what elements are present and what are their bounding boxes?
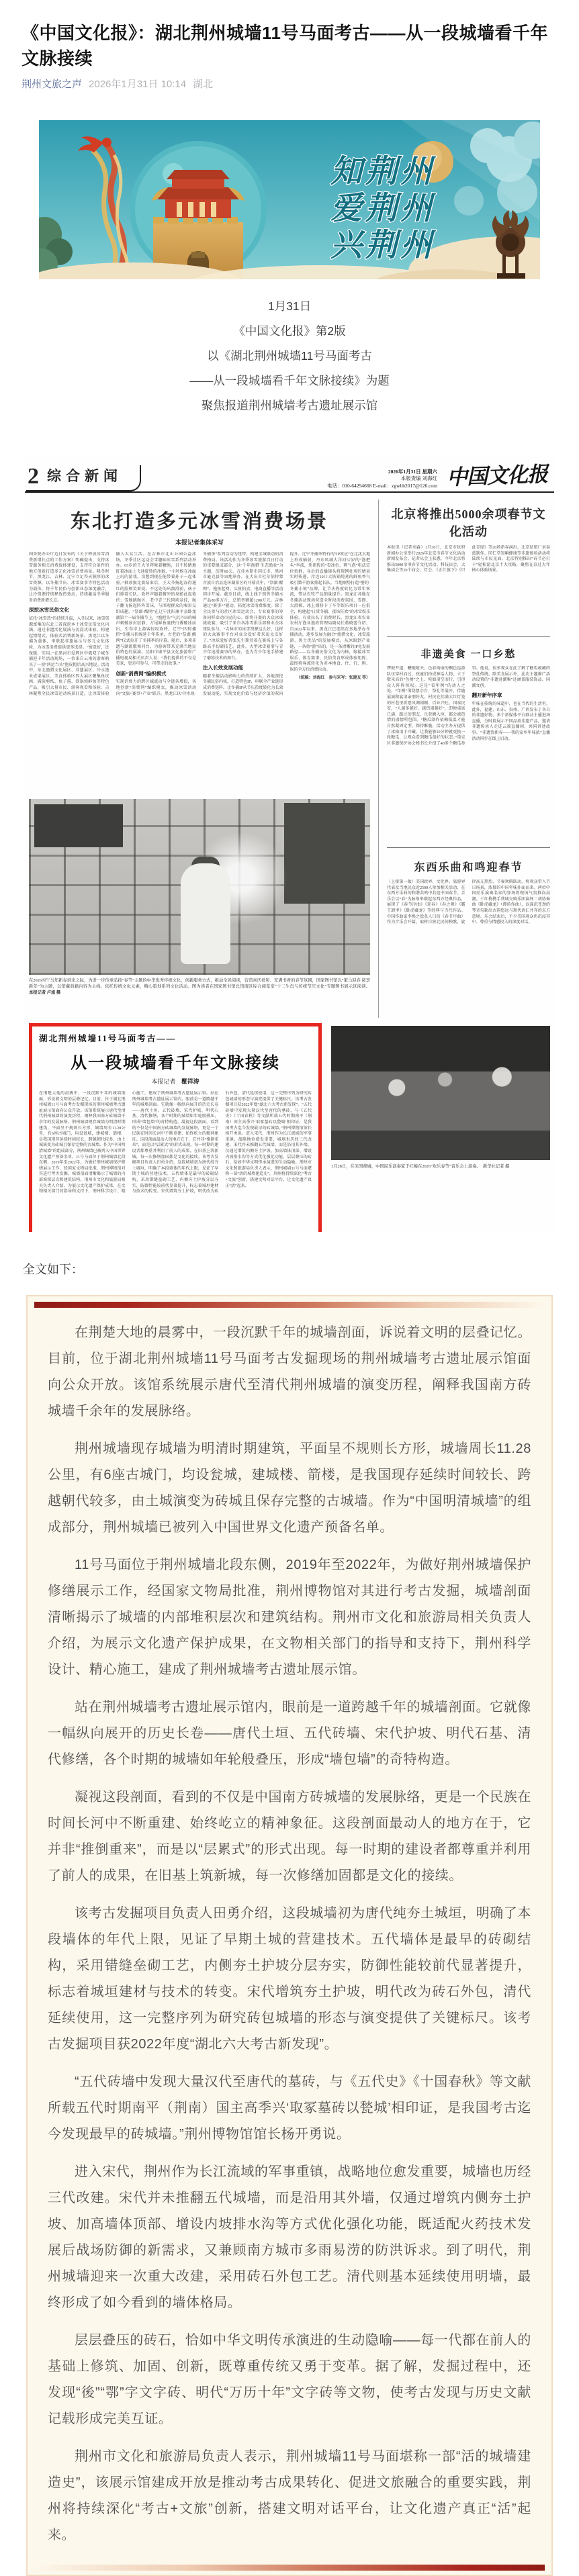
lead-headline: 东北打造多元冰雪消费场景 xyxy=(70,511,328,532)
lead-text: 国务院办公厅近日发布的《关于释放冰雪消费新增长点的工作方案》明确提出，支持冰雪服务相关消费载体建设，支持符合条件的地方创新打造多元化冰雪消费场景。隆冬时节，黑龙江、吉林、辽宁立足得天独厚的冰雪资源，以冬捕节庆、冰雪赛事等特色活动为载体，将千年民俗与创新业态深度融合，让冷资源持续释放热效应，持续激活冬季服务消费新增长点。 xyxy=(29,553,109,603)
feature-text: 在荆楚大地的晨雾中，一段沉默千年的城墙剖面，诉说着文明的层叠记忆。目前，位于湖北荆州城墙11号马面考古发掘现场的荆州城墙考古遗址展示馆面向公众开放。该馆系统展示唐代至清代荆州城墙的演变历程，阐释我国南方砖城墙千余年的发展脉络。荆州城墙现存城墙为明清时期建筑，平面呈不规则长方形，城墙周长11.28公里，有6座古城门，均设瓮城，建城楼、箭楼，是我国现存延续时间较长、跨越朝代较多，由土城演变为砖城且保存完整的古城墙。作为“中国明清城墙”的组成部分，荆州城墙已被列入中国世界文化遗产预备名单。11号马面位于荆州城墙北段东侧，2019年至2022年，为做好荆州城墙保护修缮展示工作，经国家文物局批准，荆州博物馆对其进行考古发掘，城墙剖面清晰揭示了城墙的内部堆积层次和建筑结构。荆州市文化和旅游局相关负责人介绍，为展示文化遗产保护成果，在文物相关部门的指导和支持下，荆州科学设计、精心施工，建成了荆州城墙考古遗址展示馆。站在荆州城墙考古遗址展示馆内，眼前是一道跨越千年的城墙剖面。它就像一幅纵向展开的历史长卷——唐代土垣、五代砖墙、宋代护坡、明代石基、清代修缮，各个时期的城墙如年轮般叠压，形成“墙包墙”的奇特构造。凝视这段剖面，看到的不仅是中国南方砖城墙的发展脉络，更是一个民族在时间长河中不断重建、始终屹立的精神象征。这段剖面最动人的地方在于，它并非“推倒重来”，而是以“层累式”的形式出现。每一时期的建设者都尊重并利用了前人的成果，在旧基上筑新城，每一次修缮加固都是文化的接续。该考古发掘项目负责人田勇介绍，这段城墙初为唐代纯夯土城垣，明确了本段墙体的年代上限，见证了早期土城的营建技术。五代墙体是最早的砖砌结构，采用错缝垒砌工艺，内侧夯土护坡分层夯实，防御性能较前代显著提升，标志着城垣建材与技术的转变。宋代增筑夯土护坡，明代改为砖石外包，清代延续使用，这一完整序列为研究砖包城墙的形态与演变提供了关键标尺。该考古发掘项目获2022年度“湖北六大考古新发现”。“五代砖墙中发现大量汉代至唐代的墓砖，与《五代史》《十国春秋》等文献所载五代时期南平（荆南）国主高季兴‘取冢墓砖以甃城’相印证，是我国考古迄今发现最早的砖城墙。”荆州博物馆馆长杨开勇说。进入宋代，荆州作为长江流域的军事重镇，战略地位愈发重要，城墙也历经三代改建。宋代并未推翻五代城墙，而是沿用其外墙，仅通过增筑内侧夯土护坡、加高墙体顶部、增设内坡排水沟等方式优化强化功能。层层叠压的砖石，恰如中华文明传承演进的生动隐喻。荆州市文化和旅游局负责人表示，荆州城墙11号马面堪称一部“活的城墙建造史”，荆州将持续深化“考古+文旅”创新，搭建文明对话平台，让文化遗产真正“活”起来。 xyxy=(39,1092,312,1194)
music-headline: 东西乐曲和鸣迎春节 xyxy=(387,847,550,874)
newspaper-editor: 本版责编 刘海红 xyxy=(400,475,437,481)
feature-article-columns xyxy=(39,1091,312,1232)
lead-credit: （统稿：刘海红 参与采写：张建友 等） xyxy=(296,676,370,681)
svg-text:爱荆州: 爱荆州 xyxy=(330,190,435,226)
lead-article-columns xyxy=(29,552,370,795)
intro-line: ——从一段城墙看千年文脉接续》为题 xyxy=(189,374,390,387)
body-paragraph: 该考古发掘项目负责人田勇介绍，这段城墙初为唐代纯夯土城垣，明确了本段墙体的年代上限，见证了早期土城的营建技术。五代墙体是最早的砖砌结构，采用错缝垒砌工艺，内侧夯土护坡分层夯实，防御性能较前代显著提升，标志着城垣建材与技术的转变。宋代增筑夯土护坡，明代改为砖石外包，清代延续使用，这一完整序列为研究砖包城墙的形态与演变提供了关键标尺。该考古发掘项目获2022年度“湖北六大考古新发现”。 xyxy=(48,1906,531,2052)
newspaper-image[interactable] xyxy=(25,455,554,1232)
food-text: 年味在传统的味道中，也在当代的生活里。此外，福建、山东、贵州、广西发布了各自的非遗好物。多个新媒体平台联动主播进场直播，分时段展示不同品类非遗产品，邀请非遗传承人走进云端直播间，共同讲述故事。“非遗贺新春——我的家乡年味浓”直播活动同步在线上启动。 xyxy=(472,702,550,741)
svg-text:兴荆州: 兴荆州 xyxy=(330,227,435,263)
caption-text: 在2026丙午马年新春到来之际，为进一步传承弘扬“春节”主题的中华优秀传统文化，创新服务方式，推动全民阅读，营造喜庆祥和、充满书香的春节氛围，国家图书馆以“策马迎春 阅享新年”为主题，以馆藏典籍内容为主线，依托传统文化元素，精心策划系列文化活动。图为读者在国家图书馆总馆南区综合阅览室“十二生肖与传统节庆文化”专题图书展示区阅读。 xyxy=(29,978,370,989)
banner-slogan xyxy=(330,153,437,263)
music-text: （上接第一版）美国政界、文化界、旅游界代表及当地民众近2500人参加相关活动，在东西方乐曲的和谐共鸣中共迎中国春节。音乐会以“春”为脉络串联起东西方经典作品，展现了《春节序曲》《迎春》《春之舞》《霸王卸甲》《卧虎藏龙》等经典与当代作品。中国作曲家李焕之脍炙人口的《春节序曲》作为音乐会开篇，取材自陕北民间秧歌，旋律高亢热烈、节奏欢腾跃动，将观众带入节日场景，浓郁的中国年味扑面而来。两位中国民乐演奏名家的登场将现场气氛推向高潮。于红梅携手费城交响乐团演绎二胡协奏曲《卧虎藏龙》（谭盾作曲），以深沉苍劲的琴音勾勒出古韵悠远与现代语汇并存的东方意境。乐会结束后，不少美国观众仍沉浸其中。尊重与情感投入的深度对话。 xyxy=(387,880,550,925)
lead-byline: 本报记者集体采写 xyxy=(175,539,224,546)
beijing-text: 本报讯（记者刘淼）1月30日，北京市政府新闻办公室举行2026年北京市春节文化活动新闻发布会。记者从会上获悉，今年北京将推出5000余项春节文化活动。科技庙会、大集庙会等20个庙会、灯会，《正红旗下》《只此青绿》等20场新春演出，北京珐琅厂景泰蓝制作、同仁堂知嘛健康等非遗体验活动将陆续与市民见面。北京特别推出“春节必打卡”轻松游北京十大攻略，聚焦在京过大年核心体验场景。 xyxy=(387,546,550,573)
intro-text xyxy=(0,294,579,418)
photo-figure xyxy=(181,863,230,964)
newspaper-right-region xyxy=(378,499,550,1018)
lead-text: 依托“冰雪热”的持续升温，入冬以来，冰雪资源富集的东北三省深挖本土冰雪民俗文化内涵，通过非遗活化展演与沉浸式体验，构建起情绪式、体验式消费新场景。黑龙江以冬捕为载体，串联起非遗展示与多元文化体验，为冰雪消费提供更多选择。“寓意好，还保暖，实用。”在黑河市爱辉区中俄双子城冬捕迎丰年活动现场，一位来自云南的游客购买了一顶“鸿运当头”狍皮帽后高兴地说。活动中，东北渔猎文化展区、非遗展区、冷水渔业成果展区、美食体验区四大展区聚集鱼皮画、满族剪纸、鱼子酱、铁锅炖鲜鱼等特色产品，吸引大量市民、游客观看和体验。吉林聚焦全民冰雪运动场景打造，让冰雪体验融入大众生活。在吉林市北山公园公益冰场，冬季社区运动会雪趣味冰雪系列活动举办。65岁的王大爷挥舞着鞭绳，目不转睛地盯着冰面上飞速旋转的冰猴，“小时候在冰面上玩的游戏，没想到现在能带着孙子一起体验。”抽冰猴比赛结束后，王大爷扬起冻得通红的脸颊笑着说。不远处的出溜滑前，孩子们排着长队，欢呼声随着俯冲的身影此起彼伏；雪地跳绳区，老中青三代同场竞技，绳子翻飞扬起阵阵雪沫，与围观群众的喝彩交织成趣。“祭湖·醒网”在辽宁沈阳康平县卧龙湖第十一届冬捕节上，“渔把头”气沉丹田的喊声刺破冰封寂静，万尾鲜鱼裹挟白雾破冰而出，引得岸上游客惊叹欢呼。辽宁“四时捕捞”冬捕习俗绵延千年传承，古老的“祭湖·醒网”仪式拉开了冬捕季的序幕。随后，多项非遗与潮流歌舞同台，为游客带来充满当地民俗特色的展演。沈阳市康平县文化旅游和广播电视局相关负责人说：“我们提供的不仅是美景，更是可参与、可带走的故事。” xyxy=(29,553,196,696)
food-text: 锣鼓开道，鞭炮喧天，色彩绚丽的飘色巡游队伍穿村而过，孩童们扮成神话人物，立于数米高的“色梗”之上，宛如凌空而行，引得众人阵阵惊叹。这是“看年例”的动人之处。“年例”围绕摆宗台、祭礼等展开，伴随展演和宴请亲朋好友。村民在挂满大红灯笼的村巷里祈愿风调雨顺、百业兴旺、国泰民安，“人越多越好，越热闹越好”，即便桌席已满，路过的朋友，凡登额入座，都会被热情的盛情所包围。“糖瓜制作依赖低温才能自然凝固定型、保持酥脆，活动主办方提供了冰箱用于冷藏，让我能够20分钟就更换一轮糖瓜，让观众看到糖瓜最好的状态。”策克区非遗保护协会秘书长介绍了40多个糖瓜参事。他说，很多观众在此了解了糖瓜蕴藏的祭灶传统。除美食展示外，此次主题推广活动设置的“非遗赶潮集”还涵盖服装饰品、国潮文创。 xyxy=(387,667,550,746)
svg-text:知荆州: 知荆州 xyxy=(330,153,435,189)
body-paragraph: 荆州城墙现存城墙为明清时期建筑，平面呈不规则长方形，城墙周长11.28公里，有6座古城门，均设瓮城，建城楼、箭楼，是我国现存延续时间较长、跨越朝代较多，由土城演变为砖城且保存完整的古城墙。作为“中国明清城墙”的组成部分，荆州城墙已被列入中国世界文化遗产预备名单。 xyxy=(48,1441,531,1535)
feature-kicker: 湖北荆州城墙11号马面考古—— xyxy=(39,1034,177,1043)
body-paragraph: “五代砖墙中发现大量汉代至唐代的墓砖，与《五代史》《十国春秋》等文献所载五代时期南平（荆南）国主高季兴‘取冢墓砖以甃城’相印证，是我国考古迄今发现最早的砖城墙。”荆州博物馆馆长杨开勇说。 xyxy=(48,2074,531,2142)
newspaper-feature-highlight xyxy=(29,1023,322,1232)
feature-byline-name: 瞿祥涛 xyxy=(181,1078,199,1085)
decor-bar-bottom xyxy=(34,2565,545,2571)
body-paragraph: 凝视这段剖面，看到的不仅是中国南方砖城墙的发展脉络，更是一个民族在时间长河中不断重建、始终屹立的精神象征。这段剖面最动人的地方在于，它并非“推倒重来”，而是以“层累式”的形式出现。每一时期的建设者都尊重并利用了前人的成果，在旧基上筑新城，每一次修缮加固都是文化的接续。 xyxy=(48,1790,531,1883)
newspaper-contact: 电话：010-64294668 E-mail：zgwhb2017@126.com xyxy=(327,482,437,489)
feature-headline: 从一段城墙看千年文脉接续 xyxy=(71,1055,280,1072)
lead-text: 随着冬捕活动影响力的持续扩大，各地深挖冬捕民俗内核，打造特色IP，串联全产业链形成消费矩阵，让冬捕IP从节庆热度转化为长效发展动能，实现文化价值与经济价值的双向提升。辽宁冬捕季特有的“IP效应”在辽沈大地上形成辐射，丹东凤城大洋河57岁的“渔把头”李波，凭祖传的“看冰色、辨气泡”电法定位鱼群，身后的直播镜头将现网壮观的情景实时传递，岸边10口大铁锅炖煮的鲜鱼香气吸引数千游客排起长队。当地顺势打造“垂钓·冬捕小镇”品牌，让节庆热度转化为常年客流，带动农牧产品销量提升。黑龙江各地在冬捕活动现场营造全时段消费氛围，雪圈、大滑梯、冰上漂移卡丁车等娱乐项目一应俱全，构建起“日赏冬捕、夜场狂欢”的冰雪娱乐体验，有效拉长了消费时长。黑龙江省农业农村厅渔业渔政管理局副局长蒋晓蕾介绍，自2022年以来，黑龙江已连续在多地举办冬捕活动，逐步发展为融合“渔猎文化、冰雪旅游、黑土优品”的发展模式。从冰眼到产业链，一条鱼“游”出的，是一条清晰的IP化发展路径——以冬捕民俗文化为内核，嫁接冰雪娱乐、体育赛事、民俗美食形成体验矩阵，最终将客流转化为对本地食、住、行、购、娱的全方位消费拉动。 xyxy=(203,553,370,696)
newspaper-page-number: 2 xyxy=(28,464,39,489)
newspaper-photo-orchestra xyxy=(331,1026,550,1160)
food-headline: 非遗美食 一口乡愁 xyxy=(387,636,550,661)
newspaper-section-box xyxy=(26,465,141,491)
wechat-article-page xyxy=(0,20,579,2576)
newspaper-photo-library xyxy=(29,799,370,975)
banner-image[interactable] xyxy=(39,120,540,279)
lead-subhead: 创新“消费网”编织模式 xyxy=(116,670,167,677)
feature-byline-label: 本报记者 xyxy=(151,1078,176,1085)
decor-bar-top xyxy=(34,1302,545,1308)
photo-library-caption xyxy=(29,978,370,996)
body-paragraph: 在荆楚大地的晨雾中，一段沉默千年的城墙剖面，诉说着文明的层叠记忆。目前，位于湖北荆州城墙11号马面考古发掘现场的荆州城墙考古遗址展示馆面向公众开放。该馆系统展示唐代至清代荆州城墙的演变历程，阐释我国南方砖城墙千余年的发展脉络。 xyxy=(48,1325,531,1419)
article-body-box xyxy=(26,1295,553,2576)
newspaper-section-name: 综合新闻 xyxy=(47,468,122,484)
body-paragraph: 11号马面位于荆州城墙北段东侧，2019年至2022年，为做好荆州城墙保护修缮展示工作，经国家文物局批准，荆州博物馆对其进行考古发掘，城墙剖面清晰揭示了城墙的内部堆积层次和建筑结构。荆州市文化和旅游局相关负责人介绍，为展示文化遗产保护成果，在文物相关部门的指导和支持下，荆州科学设计、精心施工，建成了荆州城墙考古遗址展示馆。 xyxy=(48,1558,531,1677)
intro-line: 1月31日 xyxy=(267,299,312,313)
intro-line: 聚焦报道荆州城墙考古遗址展示馆 xyxy=(201,399,378,412)
publish-date: 2026年1月31日 10:14 xyxy=(89,79,187,90)
food-subhead: 翻开新年序章 xyxy=(472,692,502,699)
account-link[interactable]: 荆州文旅之声 xyxy=(21,79,83,90)
newspaper-meta xyxy=(327,469,437,492)
byline xyxy=(21,77,558,91)
intro-line: 以《湖北荆州城墙11号马面考古 xyxy=(207,349,372,363)
body-paragraph: 进入宋代，荆州作为长江流域的军事重镇，战略地位愈发重要，城墙也历经三代改建。宋代并未推翻五代城墙，而是沿用其外墙，仅通过增筑内侧夯土护坡、加高墙体顶部、增设内坡排水沟等方式优化强化功能，既适配火药技术发展后战场防御的新需求，又兼顾南方城市多雨易涝的防洪诉求。到了明代，荆州城墙迎来一次重大改建，采用砖石外包工艺。清代则基本延续使用明墙，最终形成了如今看到的墙体格局。 xyxy=(48,2164,531,2310)
newspaper-left-region xyxy=(29,499,370,1018)
photo-orchestra-caption: 1月28日，在美国费城，中国民乐演奏家于红梅在2026“欢乐春节”音乐会上演奏。 新华社记者 摄 xyxy=(331,1164,510,1169)
body-paragraph: 层层叠压的砖石，恰如中华文明传承演进的生动隐喻——每一代都在前人的基础上修筑、加固、创新，既尊重传统又勇于变革。据了解，发掘过程中，还发现“後”“鄂”字文字砖、明代“万历十年”文字砖等文物，使考古发现与历史文献记载形成完美互证。 xyxy=(48,2333,531,2426)
body-paragraph: 荆州市文化和旅游局负责人表示，荆州城墙11号马面堪称一部“活的城墙建造史”，该展示馆建成开放是推动考古成果转化、促进文旅融合的重要实践，荆州将持续深化“考古+文旅”创新，搭建文明对话平台，让文化遗产真正“活”起来。 xyxy=(48,2449,531,2542)
fulltext-label: 全文如下： xyxy=(23,1263,83,1276)
page-title: 《中国文化报》：湖北荆州城墙11号马面考古——从一段城墙看千年文脉接续 xyxy=(21,23,548,68)
newspaper-date: 2026年1月31日 星期六 xyxy=(388,468,437,475)
body-paragraph: 站在荆州城墙考古遗址展示馆内，眼前是一道跨越千年的城墙剖面。它就像一幅纵向展开的历史长卷——唐代土垣、五代砖墙、宋代护坡、明代石基、清代修缮，各个时期的城墙如年轮般叠压，形成“墙包墙”的奇特构造。 xyxy=(48,1700,531,1767)
caption-credit: 本报记者 卢旭 摄 xyxy=(29,990,61,995)
newspaper-masthead: 中国文化报 xyxy=(446,462,548,489)
newspaper-photo-orchestra-block xyxy=(331,1023,550,1169)
lead-text: 实现消费力的跨区域流动与全链条增值，各地创新“消费网”编织模式，推动冰雪活动向“文旅+赛事+产业”跃升。黑龙江以“冷水鱼·冬捕季”系列活动为纽带，构建全域联动的消费格局。该活动作为冬季冰雪旅游百日行动的重要组成部分，以“千年渔猎 生态渔业”为主题，历时60天，在佳木斯市同江市、黑河市逊克县等19地举办。在大庆市杜尔伯特蒙古族自治县连环湖景区的开幕式中，“祭湖·醒网”、拖鱼起网、头鱼拍卖、电商直播等活动同步开展。截至目前，线上线下销售冬捕水产品80多万斤，总销售额超1200万元。吉林通过“赛事+”驱动，拓宽冰雪消费维度。除了全民参与的社区冰雪运动会，专业赛事的筹备同样牵动市民的心。即将开赛的大众冰球挑战赛，吸引了来自各冰雪俱乐部和业余冰球队参与。“吉林市的冰雪资源这么好，这样的大众赛事平台对业余爱好者来说太友好了。”冰球爱好者张先生期待着在赛场上与各路高手切磋技艺。此外，大型冰雪赛事与青少年速滑赛事的举办，也为青少年选手搭建了磨练技术的舞台。 xyxy=(116,553,283,696)
beijing-headline: 北京将推出5000余项春节文化活动 xyxy=(391,508,546,538)
publish-location: 湖北 xyxy=(193,79,214,90)
newspaper-header xyxy=(25,455,554,491)
music-article-columns xyxy=(387,879,550,1018)
feature-byline xyxy=(39,1077,312,1086)
lead-subhead: 注入长效发展动能 xyxy=(203,665,243,671)
beijing-article-columns xyxy=(387,545,550,630)
food-article-columns xyxy=(387,666,550,841)
lead-subhead: 深挖冰雪民俗文化 xyxy=(29,607,69,614)
intro-line: 《中国文化报》第2版 xyxy=(233,324,346,338)
